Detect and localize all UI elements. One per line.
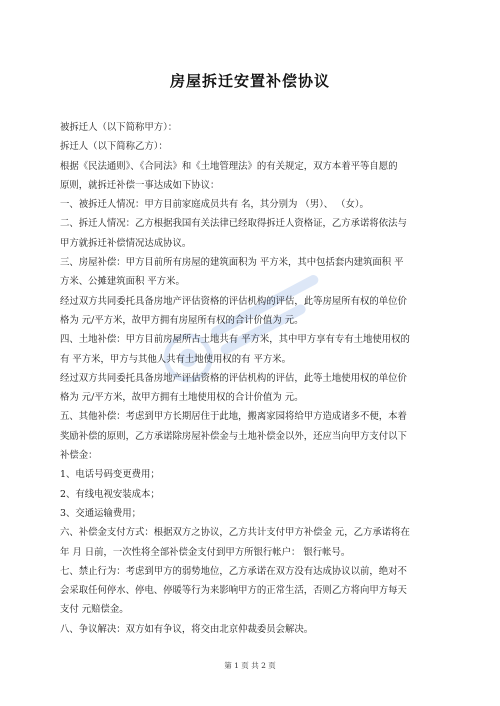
document-line: 格为 元/平方米，故甲方拥有土地使用权的合计价值为 元。 bbox=[60, 392, 304, 404]
document-line: 七、禁止行为：考虑到甲方的弱势地位，乙方承诺在双方没有达成协议以前，绝对不 bbox=[60, 565, 407, 577]
document-line: 拆迁人（以下简称乙方）： bbox=[60, 141, 168, 153]
page-number: 第 1 页 共 2 页 bbox=[224, 661, 276, 670]
document-line: 经过双方共同委托具备房地产评估资格的评估机构的评估，此等土地使用权的单位价 bbox=[60, 372, 407, 384]
document-line: 年 月 日前，一次性将全部补偿金支付到甲方所银行帐户： 银行帐号。 bbox=[60, 546, 351, 558]
document-line: 一、被拆迁人情况：甲方目前家庭成员共有 名，其分别为 （男）、 （女）。 bbox=[60, 199, 369, 211]
document-line: 有 平方米，甲方与其他人共有土地使用权的有 平方米。 bbox=[60, 353, 291, 365]
document-line: 奖励补偿的原则，乙方承诺除房屋补偿金与土地补偿金以外，还应当向甲方支付以下 bbox=[60, 430, 407, 442]
document-line: 格为 元/平方米，故甲方拥有房屋所有权的合计价值为 元。 bbox=[60, 314, 304, 326]
document-line: 八、争议解决：双方如有争议，将交由北京仲裁委员会解决。 bbox=[60, 623, 314, 635]
document-line: 二、拆迁人情况：乙方根据我国有关法律已经取得拆迁人资格证，乙方承诺将依法与 bbox=[60, 218, 407, 230]
document-line: 六、补偿金支付方式：根据双方之协议，乙方共计支付甲方补偿金 元，乙方承诺将在 bbox=[60, 527, 410, 539]
document-line: 补偿金： bbox=[60, 450, 98, 462]
document-line: 经过双方共同委托具备房地产评估资格的评估机构的评估，此等房屋所有权的单位价 bbox=[60, 295, 407, 307]
document-body bbox=[60, 118, 445, 639]
document-title: 房屋拆迁安置补偿协议 bbox=[169, 72, 330, 90]
document-line: 会采取任何停水、停电、停暖等行为来影响甲方的正常生活，否则乙方将向甲方每天 bbox=[60, 585, 407, 597]
document-line: 3、交通运输费用； bbox=[60, 507, 141, 519]
document-line: 支付 元赔偿金。 bbox=[60, 604, 129, 616]
document-line: 方米、公摊建筑面积 平方米。 bbox=[60, 276, 185, 288]
document-line: 1、电话号码变更费用； bbox=[60, 469, 160, 481]
document-line: 四、土地补偿：甲方目前房屋所占土地共有 平方米，其中甲方享有专有土地使用权的 bbox=[60, 334, 410, 346]
document-line: 2、有线电视安装成本； bbox=[60, 488, 160, 500]
document-line: 被拆迁人（以下简称甲方）： bbox=[60, 122, 178, 133]
document-line: 根据《民法通则》、《合同法》和《土地管理法》的有关规定，双方本着平等自愿的 bbox=[60, 160, 398, 172]
document-line: 甲方就拆迁补偿情况达成协议。 bbox=[60, 237, 192, 249]
document-line: 三、房屋补偿：甲方目前所有房屋的建筑面积为 平方米，其中包括套内建筑面积 平 bbox=[60, 257, 404, 269]
document-line: 五、其他补偿：考虑到甲方长期居住于此地，搬离家园将给甲方造成诸多不便，本着 bbox=[60, 411, 407, 423]
document-line: 原则，就拆迁补偿一事达成如下协议： bbox=[60, 179, 220, 191]
